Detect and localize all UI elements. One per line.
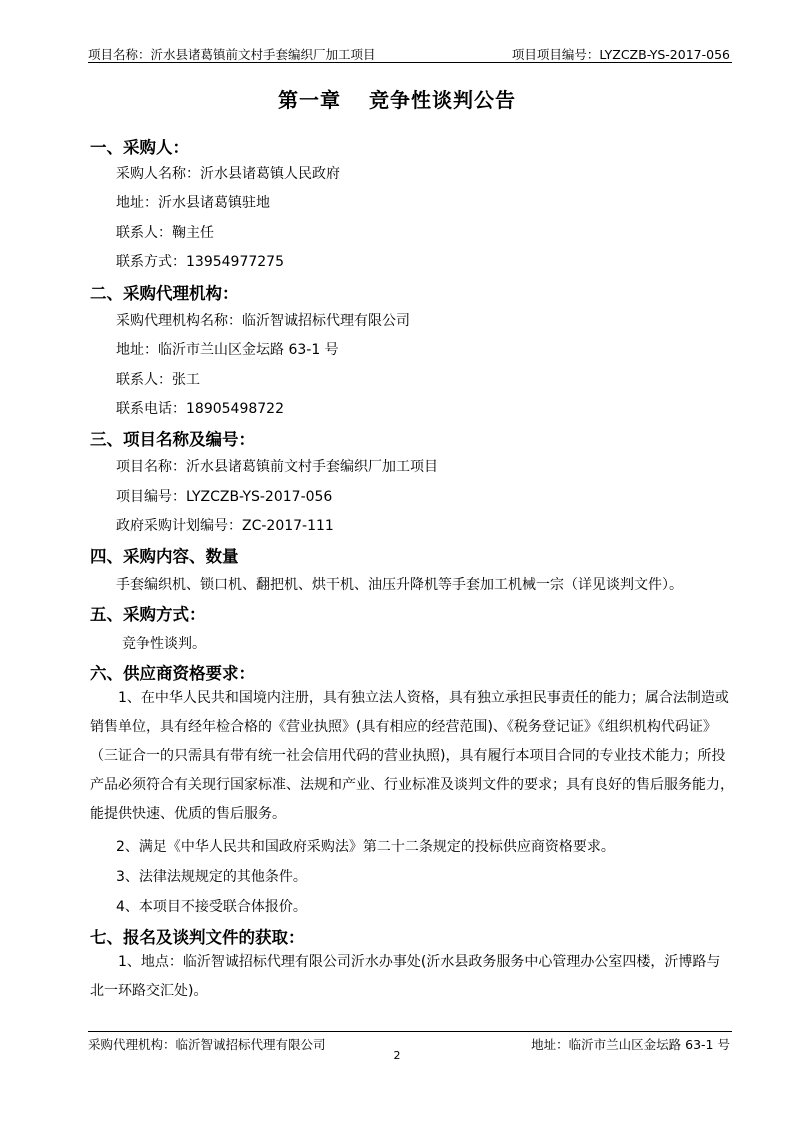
agency-address: 地址：临沂市兰山区金坛路 63-1 号 xyxy=(116,342,339,358)
section-heading-method: 五、采购方式： xyxy=(90,605,206,624)
purchaser-phone: 联系方式：13954977275 xyxy=(116,254,284,270)
qualification-item-4: 4、本项目不接受联合体报价。 xyxy=(116,899,307,915)
section-heading-purchaser: 一、采购人： xyxy=(90,138,189,157)
section-heading-qualification: 六、供应商资格要求： xyxy=(90,664,255,683)
procurement-plan-number: 政府采购计划编号：ZC-2017-111 xyxy=(116,518,334,534)
section-heading-content: 四、采购内容、数量 xyxy=(90,547,239,566)
registration-location: 1、地点：临沂智诚招标代理有限公司沂水办事处(沂水县政务服务中心管理办公室四楼，沂博路与北一环路交汇处)。 xyxy=(90,954,721,999)
section-heading-project: 三、项目名称及编号： xyxy=(90,430,255,449)
qualification-item-2: 2、满足《中华人民共和国政府采购法》第二十二条规定的投标供应商资格要求。 xyxy=(116,839,615,855)
qualification-item-3: 3、法律法规规定的其他条件。 xyxy=(116,869,307,885)
agency-name: 采购代理机构名称：临沂智诚招标代理有限公司 xyxy=(116,313,410,329)
header-project-name: 项目名称：沂水县诸葛镇前文村手套编织厂加工项目 xyxy=(88,47,376,62)
procurement-method: 竞争性谈判。 xyxy=(122,636,206,652)
procurement-content: 手套编织机、锁口机、翻把机、烘干机、油压升降机等手套加工机械一宗（详见谈判文件）。 xyxy=(116,577,683,593)
qualification-item-1: 1、在中华人民共和国境内注册，具有独立法人资格，具有独立承担民事责任的能力；属合法制造或销售单位，具有经年检合格的《营业执照》(具有相应的经营范围)、《税务登记证》《组织机构代码证》（三证合一的只需具有带有统一社会信用代码的营业执照)，具有履行本项目合同的专业技术能力；所投产品必须符合有关现行国家标准、法规和产业、行业标准及谈判文件的要求；具有良好的售后服务能力，能提供快速、优质的售后服务。 xyxy=(90,690,734,822)
header-project-number: 项目项目编号：LYZCZB-YS-2017-056 xyxy=(511,47,730,62)
chapter-name: 竞争性谈判公告 xyxy=(369,88,516,112)
page-number: 2 xyxy=(393,1049,401,1062)
agency-contact: 联系人：张工 xyxy=(116,372,200,388)
page-title xyxy=(0,84,794,113)
section-heading-agency: 二、采购代理机构： xyxy=(90,284,239,303)
project-name: 项目名称：沂水县诸葛镇前文村手套编织厂加工项目 xyxy=(116,459,438,475)
section-heading-registration: 七、报名及谈判文件的获取： xyxy=(90,928,305,947)
purchaser-address: 地址：沂水县诸葛镇驻地 xyxy=(116,195,270,211)
agency-phone: 联系电话：18905498722 xyxy=(116,401,284,417)
chapter-number: 第一章 xyxy=(278,88,341,112)
page-header xyxy=(88,44,732,63)
footer-address: 地址：临沂市兰山区金坛路 63-1 号 xyxy=(531,1037,730,1052)
purchaser-contact: 联系人：鞠主任 xyxy=(116,225,214,241)
project-number: 项目编号：LYZCZB-YS-2017-056 xyxy=(116,489,333,505)
purchaser-name: 采购人名称：沂水县诸葛镇人民政府 xyxy=(116,166,340,182)
footer-agency: 采购代理机构：临沂智诚招标代理有限公司 xyxy=(88,1037,326,1052)
